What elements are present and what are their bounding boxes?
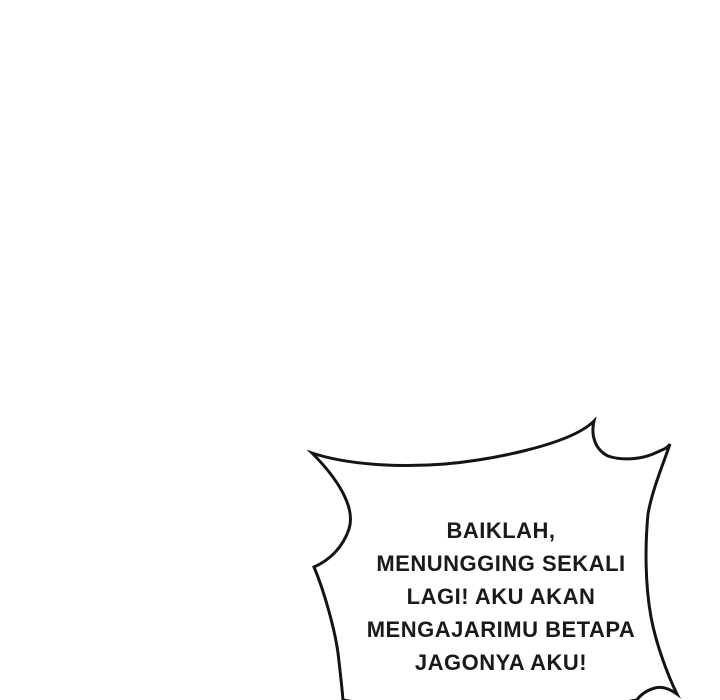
dialogue-line-3: LAGI! AKU AKAN [406, 584, 596, 609]
dialogue-line-2: MENUNGGING SEKALI [376, 551, 626, 576]
dialogue-line-1: BAIKLAH, [446, 518, 556, 543]
dialogue-line-5: JAGONYA AKU! [414, 650, 588, 675]
speech-bubble-text [336, 514, 666, 679]
dialogue-line-4: MENGAJARIMU BETAPA [366, 617, 636, 642]
